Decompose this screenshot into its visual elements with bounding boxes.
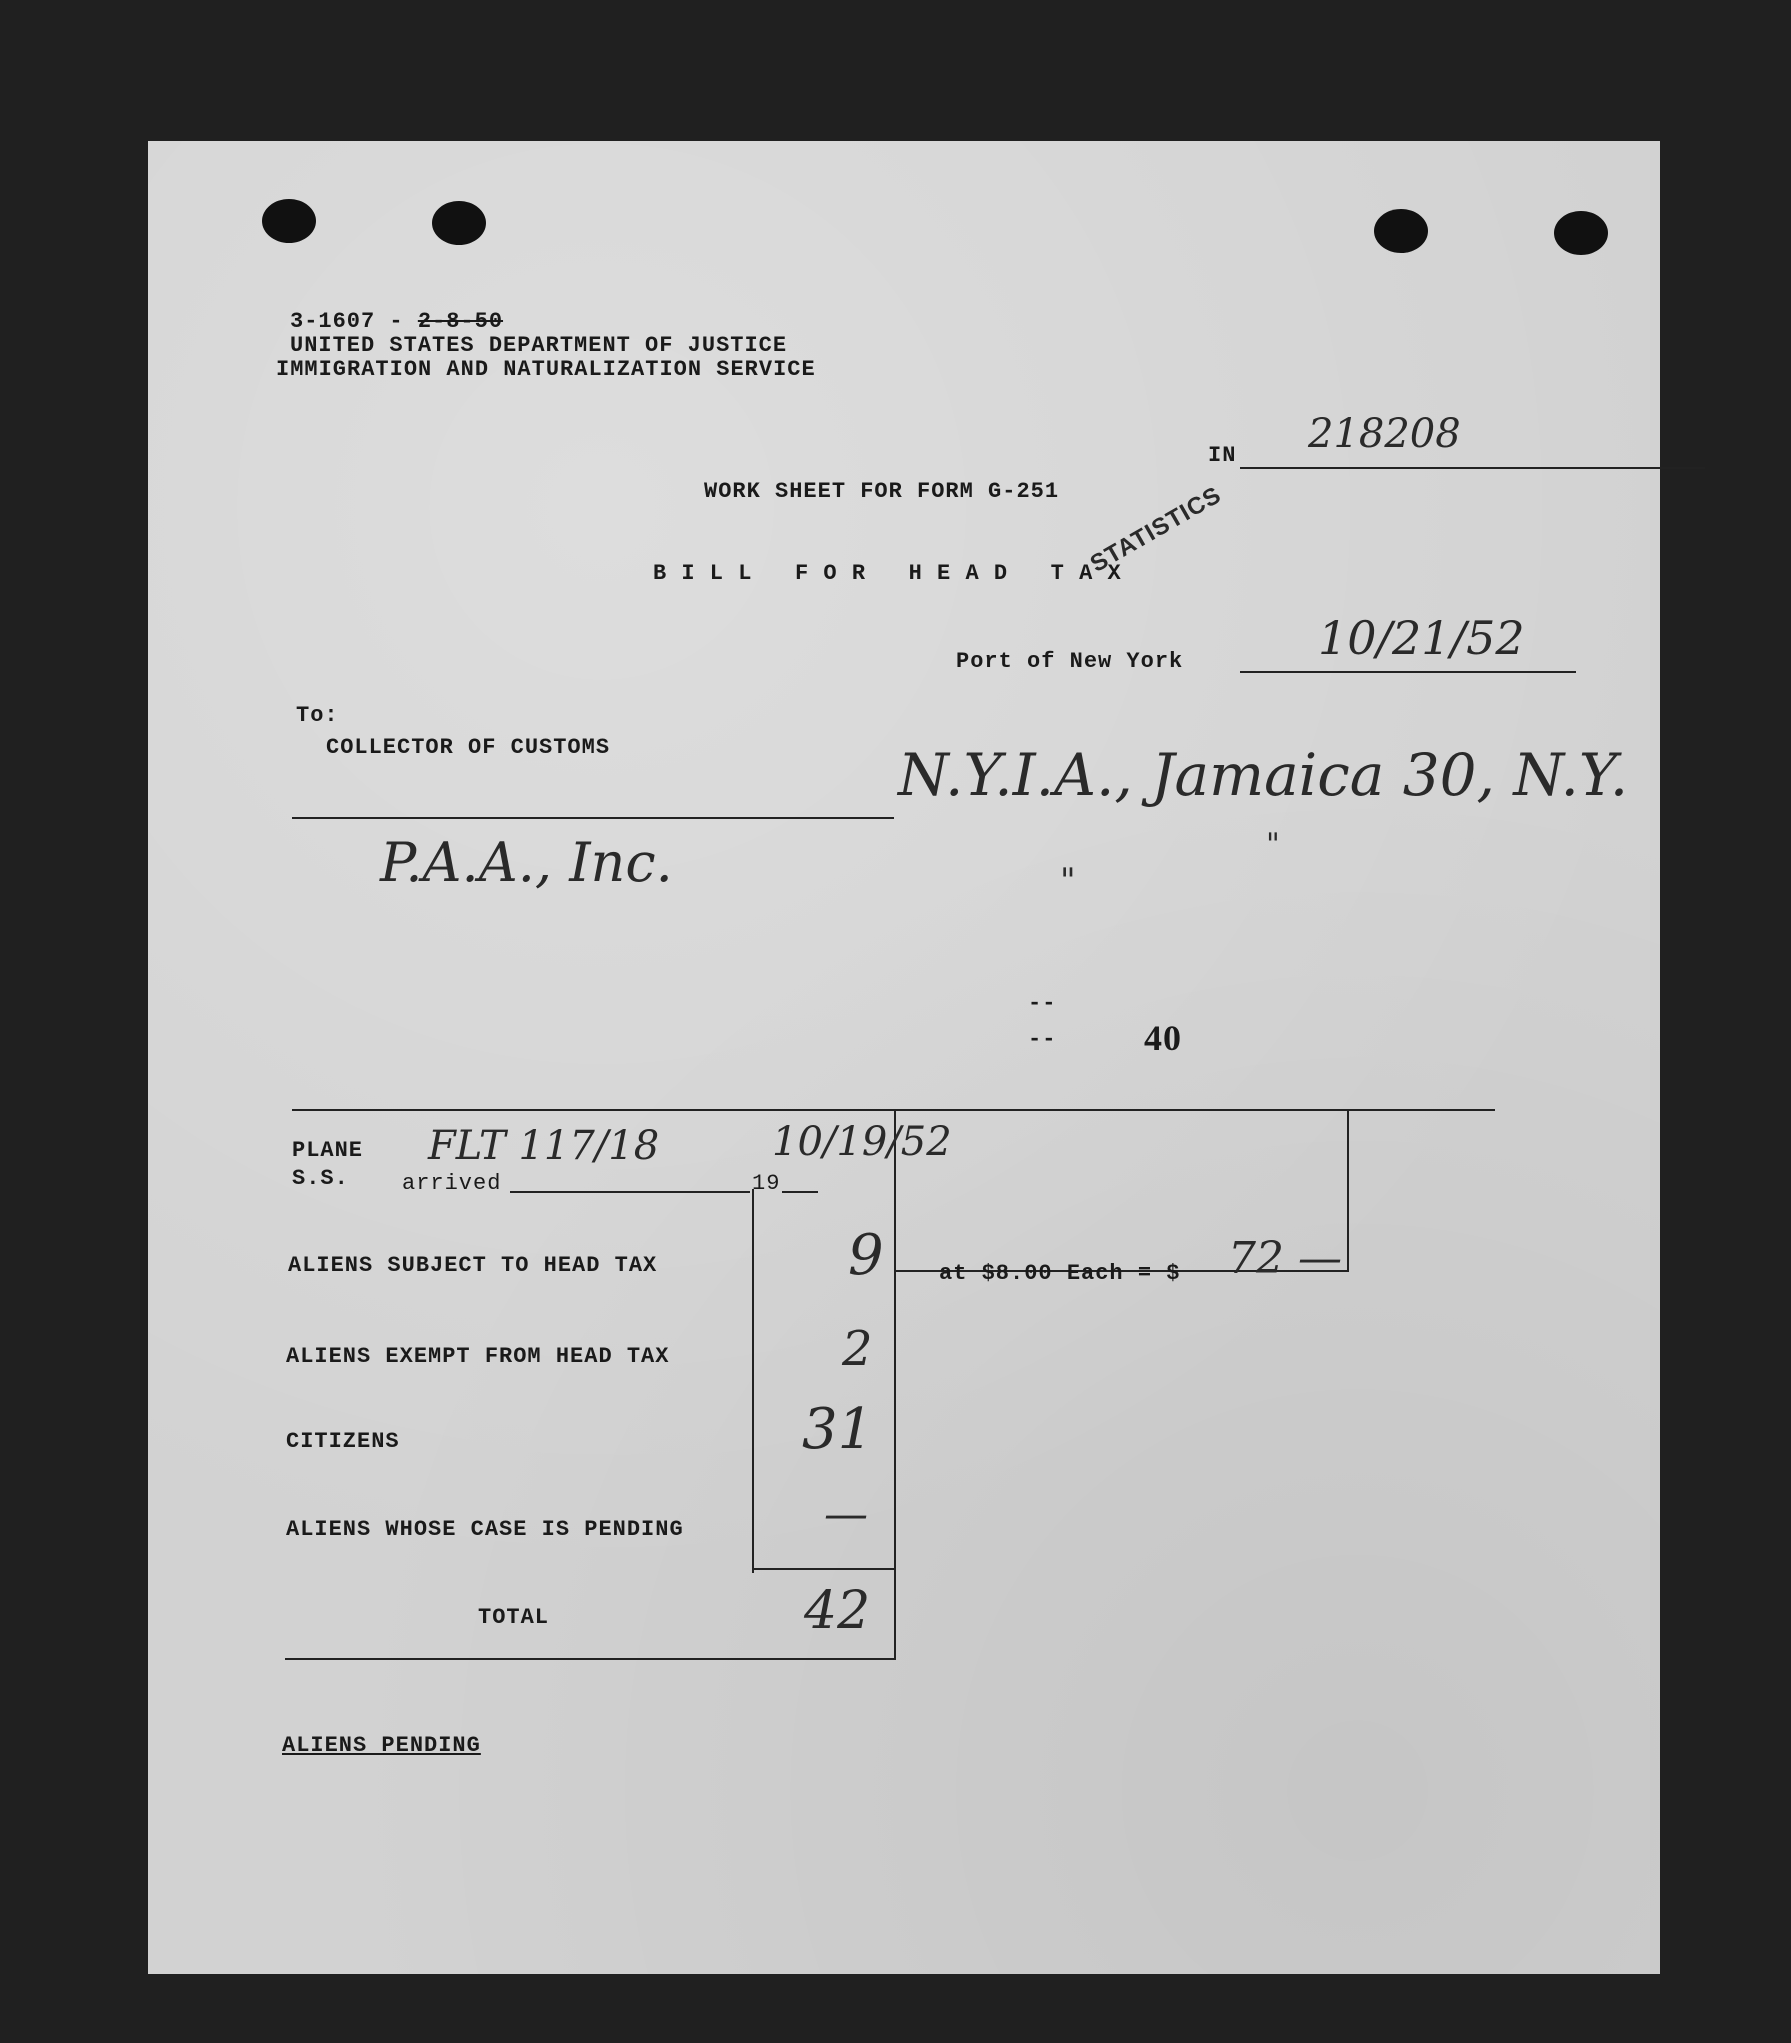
amount-column-right xyxy=(894,1109,896,1660)
arrived-label: arrived xyxy=(402,1171,502,1196)
port-date: 10/21/52 xyxy=(1318,611,1525,665)
aliens-exempt-value: 2 xyxy=(842,1321,873,1377)
year-prefix: 19 xyxy=(752,1171,781,1196)
ss-label: S.S. xyxy=(292,1166,349,1191)
department-name: UNITED STATES DEPARTMENT OF JUSTICE xyxy=(290,333,788,358)
location-handwritten: N.Y.I.A., Jamaica 30, N.Y. xyxy=(898,741,1629,809)
to-label: To: xyxy=(296,703,339,728)
arrival-date-handwritten: 10/19/52 xyxy=(772,1119,952,1165)
worksheet-title: WORK SHEET FOR FORM G-251 xyxy=(704,479,1060,504)
bill-title: B I L L F O R H E A D T A X xyxy=(653,561,1122,586)
to-underline xyxy=(292,817,894,819)
citizens-label: CITIZENS xyxy=(286,1429,400,1454)
port-label: Port of New York xyxy=(956,649,1184,674)
collector-name: COLLECTOR OF CUSTOMS xyxy=(326,735,611,760)
in-label: IN xyxy=(1208,443,1237,468)
total-top-line xyxy=(752,1568,896,1570)
count-40: 40 xyxy=(1144,1018,1182,1058)
in-number: 218208 xyxy=(1308,411,1461,457)
form-number-line: 3-1607 - 2-8-50 xyxy=(290,309,504,334)
punch-hole xyxy=(1554,211,1608,255)
amount-column-left xyxy=(752,1189,754,1573)
rate-amount-handwritten: 72 — xyxy=(1228,1233,1342,1284)
year-underline xyxy=(782,1191,818,1193)
form-number: 3-1607 xyxy=(290,309,376,334)
rate-text: at $8.00 Each = $ xyxy=(939,1261,1181,1286)
plane-label: PLANE xyxy=(292,1138,364,1163)
document-page xyxy=(148,141,1660,1974)
ditto-mark: " xyxy=(1266,827,1280,862)
port-underline xyxy=(1240,671,1576,673)
company-handwritten: P.A.A., Inc. xyxy=(380,831,673,894)
aliens-pending-case-label: ALIENS WHOSE CASE IS PENDING xyxy=(286,1517,684,1542)
punch-hole xyxy=(1374,209,1428,253)
form-date: 2-8-50 xyxy=(417,309,504,334)
aliens-pending-heading: ALIENS PENDING xyxy=(282,1733,481,1758)
dash-mark: -- xyxy=(1028,1027,1057,1052)
flight-number-handwritten: FLT 117/18 xyxy=(428,1123,660,1169)
arrived-underline xyxy=(510,1191,750,1193)
punch-hole xyxy=(432,201,486,245)
punch-hole xyxy=(262,199,316,243)
citizens-value: 31 xyxy=(802,1397,874,1462)
aliens-subject-label: ALIENS SUBJECT TO HEAD TAX xyxy=(288,1253,658,1278)
table-right-border xyxy=(1347,1109,1349,1272)
in-underline xyxy=(1240,467,1705,469)
dash-mark: -- xyxy=(1028,991,1057,1016)
aliens-subject-value: 9 xyxy=(848,1223,884,1288)
aliens-exempt-label: ALIENS EXEMPT FROM HEAD TAX xyxy=(286,1344,670,1369)
total-value: 42 xyxy=(804,1581,871,1641)
ditto-mark: " xyxy=(1060,861,1076,901)
table-bottom-line xyxy=(285,1658,896,1660)
statistics-stamp: STATISTICS xyxy=(1085,481,1227,578)
aliens-pending-case-value: — xyxy=(824,1489,868,1540)
service-name: IMMIGRATION AND NATURALIZATION SERVICE xyxy=(276,357,816,382)
total-label: TOTAL xyxy=(478,1605,550,1630)
